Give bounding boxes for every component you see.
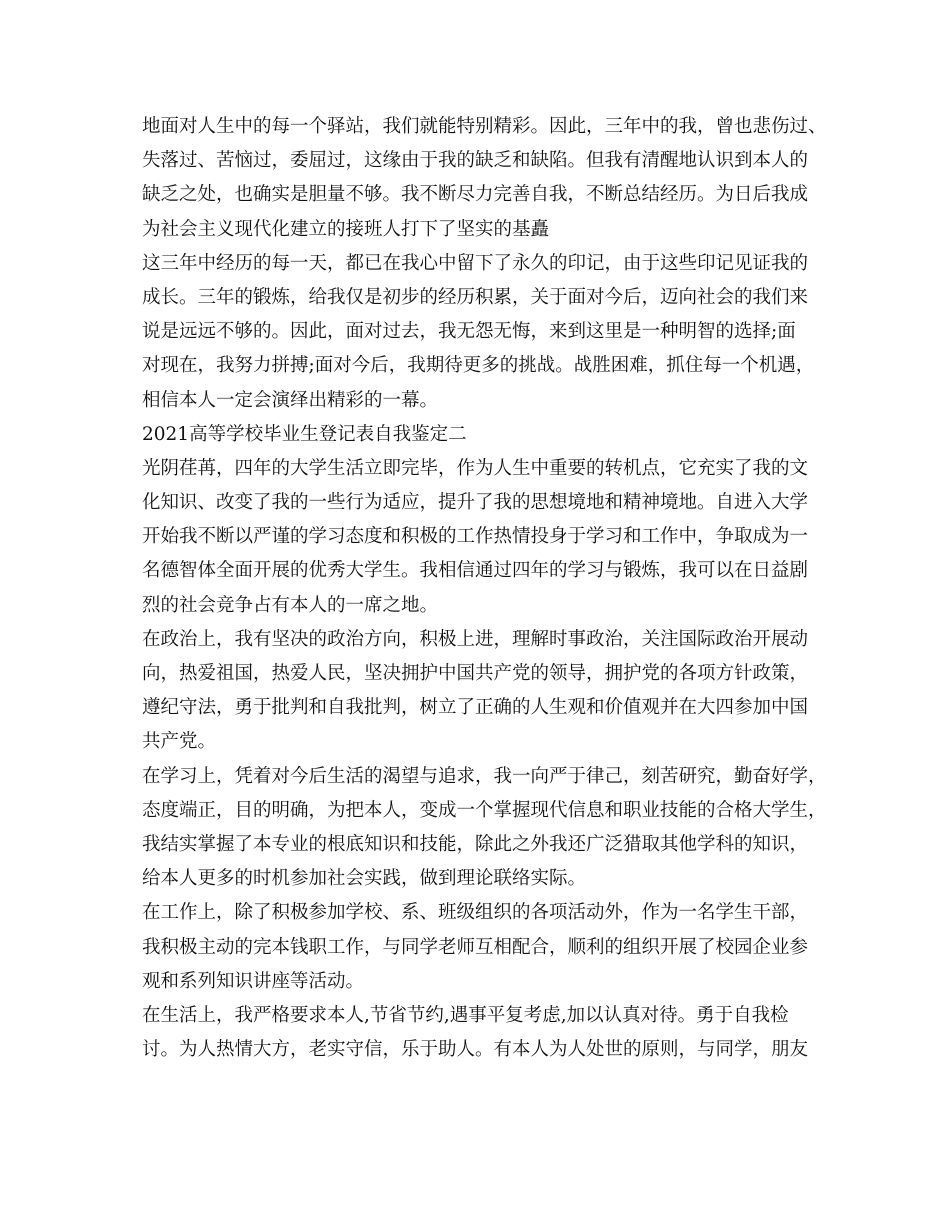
text-line: 成长。三年的锻炼，给我仅是初步的经历积累，关于面对今后，迈向社会的我们来 [142,286,809,308]
text-line: 讨。为人热情大方，老实守信，乐于助人。有本人为人处世的原则，与同学，朋友 [142,1039,809,1061]
text-line: 态度端正，目的明确，为把本人，变成一个掌握现代信息和职业技能的合格大学生， [142,799,827,821]
text-line: 烈的社会竞争占有本人的一席之地。 [142,594,439,616]
section-heading: 2021高等学校毕业生登记表自我鉴定二 [142,423,467,445]
text-line: 向，热爱祖国，热爱人民，坚决拥护中国共产党的领导，拥护党的各项方针政策， [142,663,809,684]
text-line: 地面对人生中的每一个驿站，我们就能特别精彩。因此，三年中的我，曾也悲伤过、 [142,116,827,137]
text-line: 说是远远不够的。因此，面对过去，我无怨无悔，来到这里是一种明智的选择;面 [142,321,796,343]
text-line: 开始我不断以严谨的学习态度和积极的工作热情投身于学习和工作中，争取成为一 [142,526,809,548]
text-line: 共产党。 [142,731,217,753]
text-line: 遵纪守法，勇于批判和自我批判，树立了正确的人生观和价值观并在大四参加中国 [142,697,809,719]
text-line: 光阴荏苒，四年的大学生活立即完毕，作为人生中重要的转机点，它充实了我的文 [142,457,809,479]
text-line: 这三年中经历的每一天，都已在我心中留下了永久的印记，由于这些印记见证我的 [142,252,809,274]
text-line: 对现在，我努力拼搏;面对今后，我期待更多的挑战。战胜困难，抓住每一个机遇， [142,355,815,377]
text-line: 在学习上，凭着对今后生活的渴望与追求，我一向严于律己，刻苦研究，勤奋好学， [142,765,827,787]
text-line: 名德智体全面开展的优秀大学生。我相信通过四年的学习与锻炼，我可以在日益剧 [142,560,809,582]
text-line: 失落过、苦恼过，委屈过，这缘由于我的缺乏和缺陷。但我有清醒地认识到本人的 [142,150,809,172]
text-line: 缺乏之处，也确实是胆量不够。我不断尽力完善自我，不断总结经历。为日后我成 [142,184,809,206]
text-line: 在工作上，除了积极参加学校、系、班级组织的各项活动外，作为一名学生干部， [142,902,809,924]
text-line: 我结实掌握了本专业的根底知识和技能，除此之外我还广泛猎取其他学科的知识， [142,833,809,855]
text-line: 相信本人一定会演绎出精彩的一幕。 [142,389,439,411]
text-line: 化知识、改变了我的一些行为适应，提升了我的思想境地和精神境地。自进入大学 [142,492,809,514]
text-line: 在政治上，我有坚决的政治方向，积极上进，理解时事政治，关注国际政治开展动 [142,628,809,650]
text-line: 在生活上，我严格要求本人,节省节约,遇事平复考虑,加以认真对待。勇于自我检 [142,1004,789,1026]
document-body [142,110,827,1067]
text-line: 观和系列知识讲座等活动。 [142,970,365,992]
text-line: 我积极主动的完本钱职工作，与同学老师互相配合，顺利的组织开展了校园企业参 [142,936,809,958]
text-line: 给本人更多的时机参加社会实践，做到理论联络实际。 [142,868,587,890]
text-line: 为社会主义现代化建立的接班人打下了坚实的基矗 [142,218,550,240]
